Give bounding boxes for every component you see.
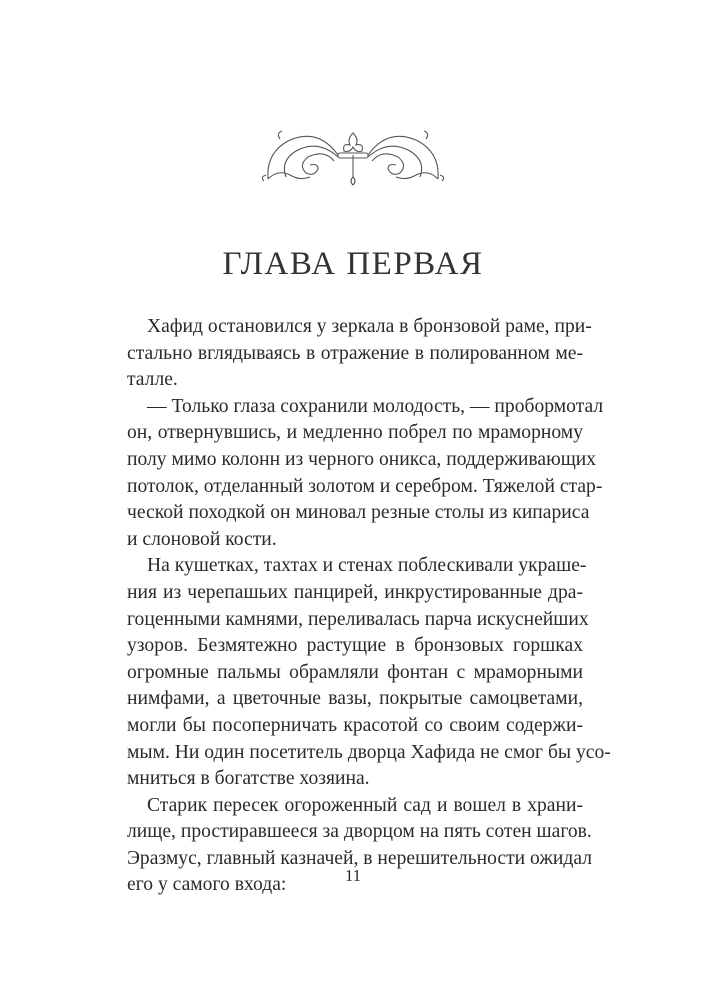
- text-line: могли бы посоперничать красотой со своим содержи-: [127, 714, 583, 736]
- text-line: ния из черепашьих панцирей, инкрустированные дра-: [127, 581, 583, 603]
- text-line: нимфами, а цветочные вазы, покрытые самоцветами,: [127, 688, 583, 710]
- body-text: [127, 314, 611, 899]
- text-line: На кушетках, тахтах и стенах поблескивали украше-: [147, 555, 587, 577]
- text-line: мниться в богатстве хозяина.: [127, 768, 370, 790]
- page-number: 11: [344, 866, 362, 885]
- text-line: — Только глаза сохранили молодость, — пробормотал: [147, 395, 604, 417]
- text-line: огромные пальмы обрамляли фонтан с мраморными: [127, 661, 583, 683]
- text-line: лище, простиравшееся за дворцом на пять сотен шагов.: [127, 821, 592, 843]
- text-line: Старик пересек огороженный сад и вошел в храни-: [147, 794, 583, 816]
- text-line: Эразмус, главный казначей, в нерешительности ожидал: [127, 847, 593, 869]
- text-line: гоценными камнями, переливалась парча искуснейших: [127, 608, 589, 630]
- ornament-flourish: [258, 125, 448, 187]
- text-line: ческой походкой он миновал резные столы из кипариса: [127, 502, 590, 524]
- text-line: мым. Ни один посетитель дворца Хафида не смог бы усо-: [127, 741, 611, 763]
- text-line: стально вглядываясь в отражение в полированном ме-: [127, 342, 583, 364]
- paragraph: [127, 553, 611, 792]
- text-line: талле.: [127, 369, 178, 391]
- text-line: потолок, отделанный золотом и серебром. Тяжелой стар-: [127, 475, 603, 497]
- text-line: Хафид остановился у зеркала в бронзовой раме, при-: [147, 316, 592, 337]
- paragraph: [127, 394, 604, 554]
- text-line: он, отвернувшись, и медленно побрел по мраморному: [127, 422, 583, 444]
- chapter-title: ГЛАВА ПЕРВАЯ: [222, 246, 484, 282]
- text-line: и слоновой кости.: [127, 528, 277, 550]
- text-line: узоров. Безмятежно растущие в бронзовых горшках: [127, 635, 583, 657]
- text-line: полу мимо колонн из черного оникса, поддерживающих: [127, 448, 597, 470]
- paragraph: [127, 314, 592, 394]
- text-line: его у самого входа:: [127, 874, 287, 896]
